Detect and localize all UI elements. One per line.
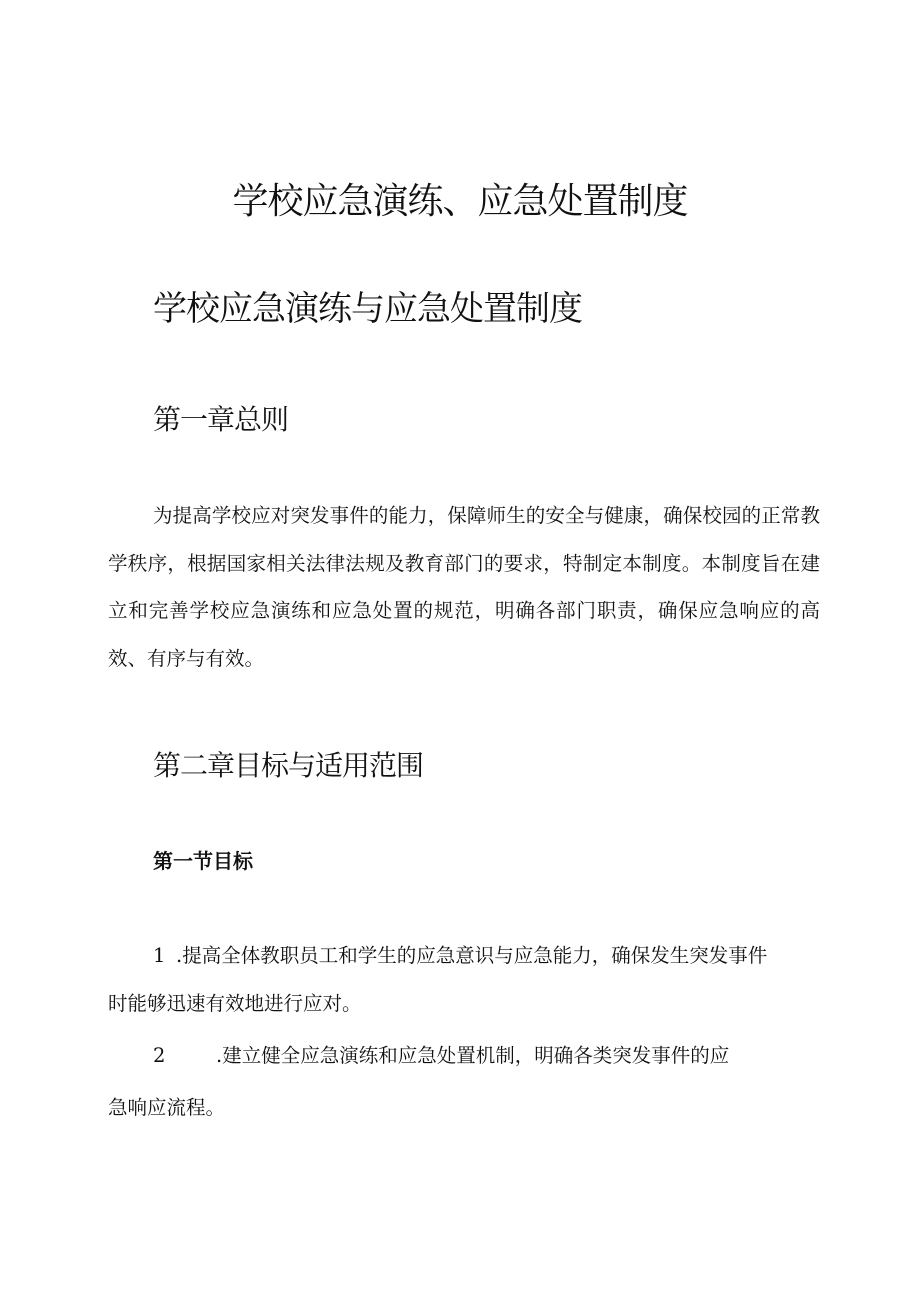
section-1-heading: 第一节目标 [153, 849, 253, 873]
document-title: 学校应急演练、应急处置制度 [232, 181, 688, 222]
chapter-1-paragraph: 为提高学校应对突发事件的能力，保障师生的安全与健康，确保校园的正常教学秩序，根据国家相关法律法规及教育部门的要求，特制定本制度。本制度旨在建立和完善学校应急演练和应急处置的规范，明确各部门职责，确保应急响应的高效、有序与有效。 [108, 504, 820, 671]
list-item-text-continued: 时能够迅速有效地进行应对。 [108, 992, 362, 1015]
chapter-1-heading: 第一章总则 [153, 403, 289, 436]
chapter-2-heading: 第二章目标与适用范围 [153, 749, 424, 782]
list-item-number: 1 [153, 944, 166, 967]
list-item-text: .建立健全应急演练和应急处置机制，明确各类突发事件的应 [216, 1044, 730, 1067]
list-item-number: 2 [153, 1044, 166, 1067]
list-item-text-continued: 急响应流程。 [108, 1096, 226, 1119]
list-item-text: .提高全体教职员工和学生的应急意识与应急能力，确保发生突发事件 [176, 944, 768, 967]
document-subtitle: 学校应急演练与应急处置制度 [153, 289, 582, 329]
